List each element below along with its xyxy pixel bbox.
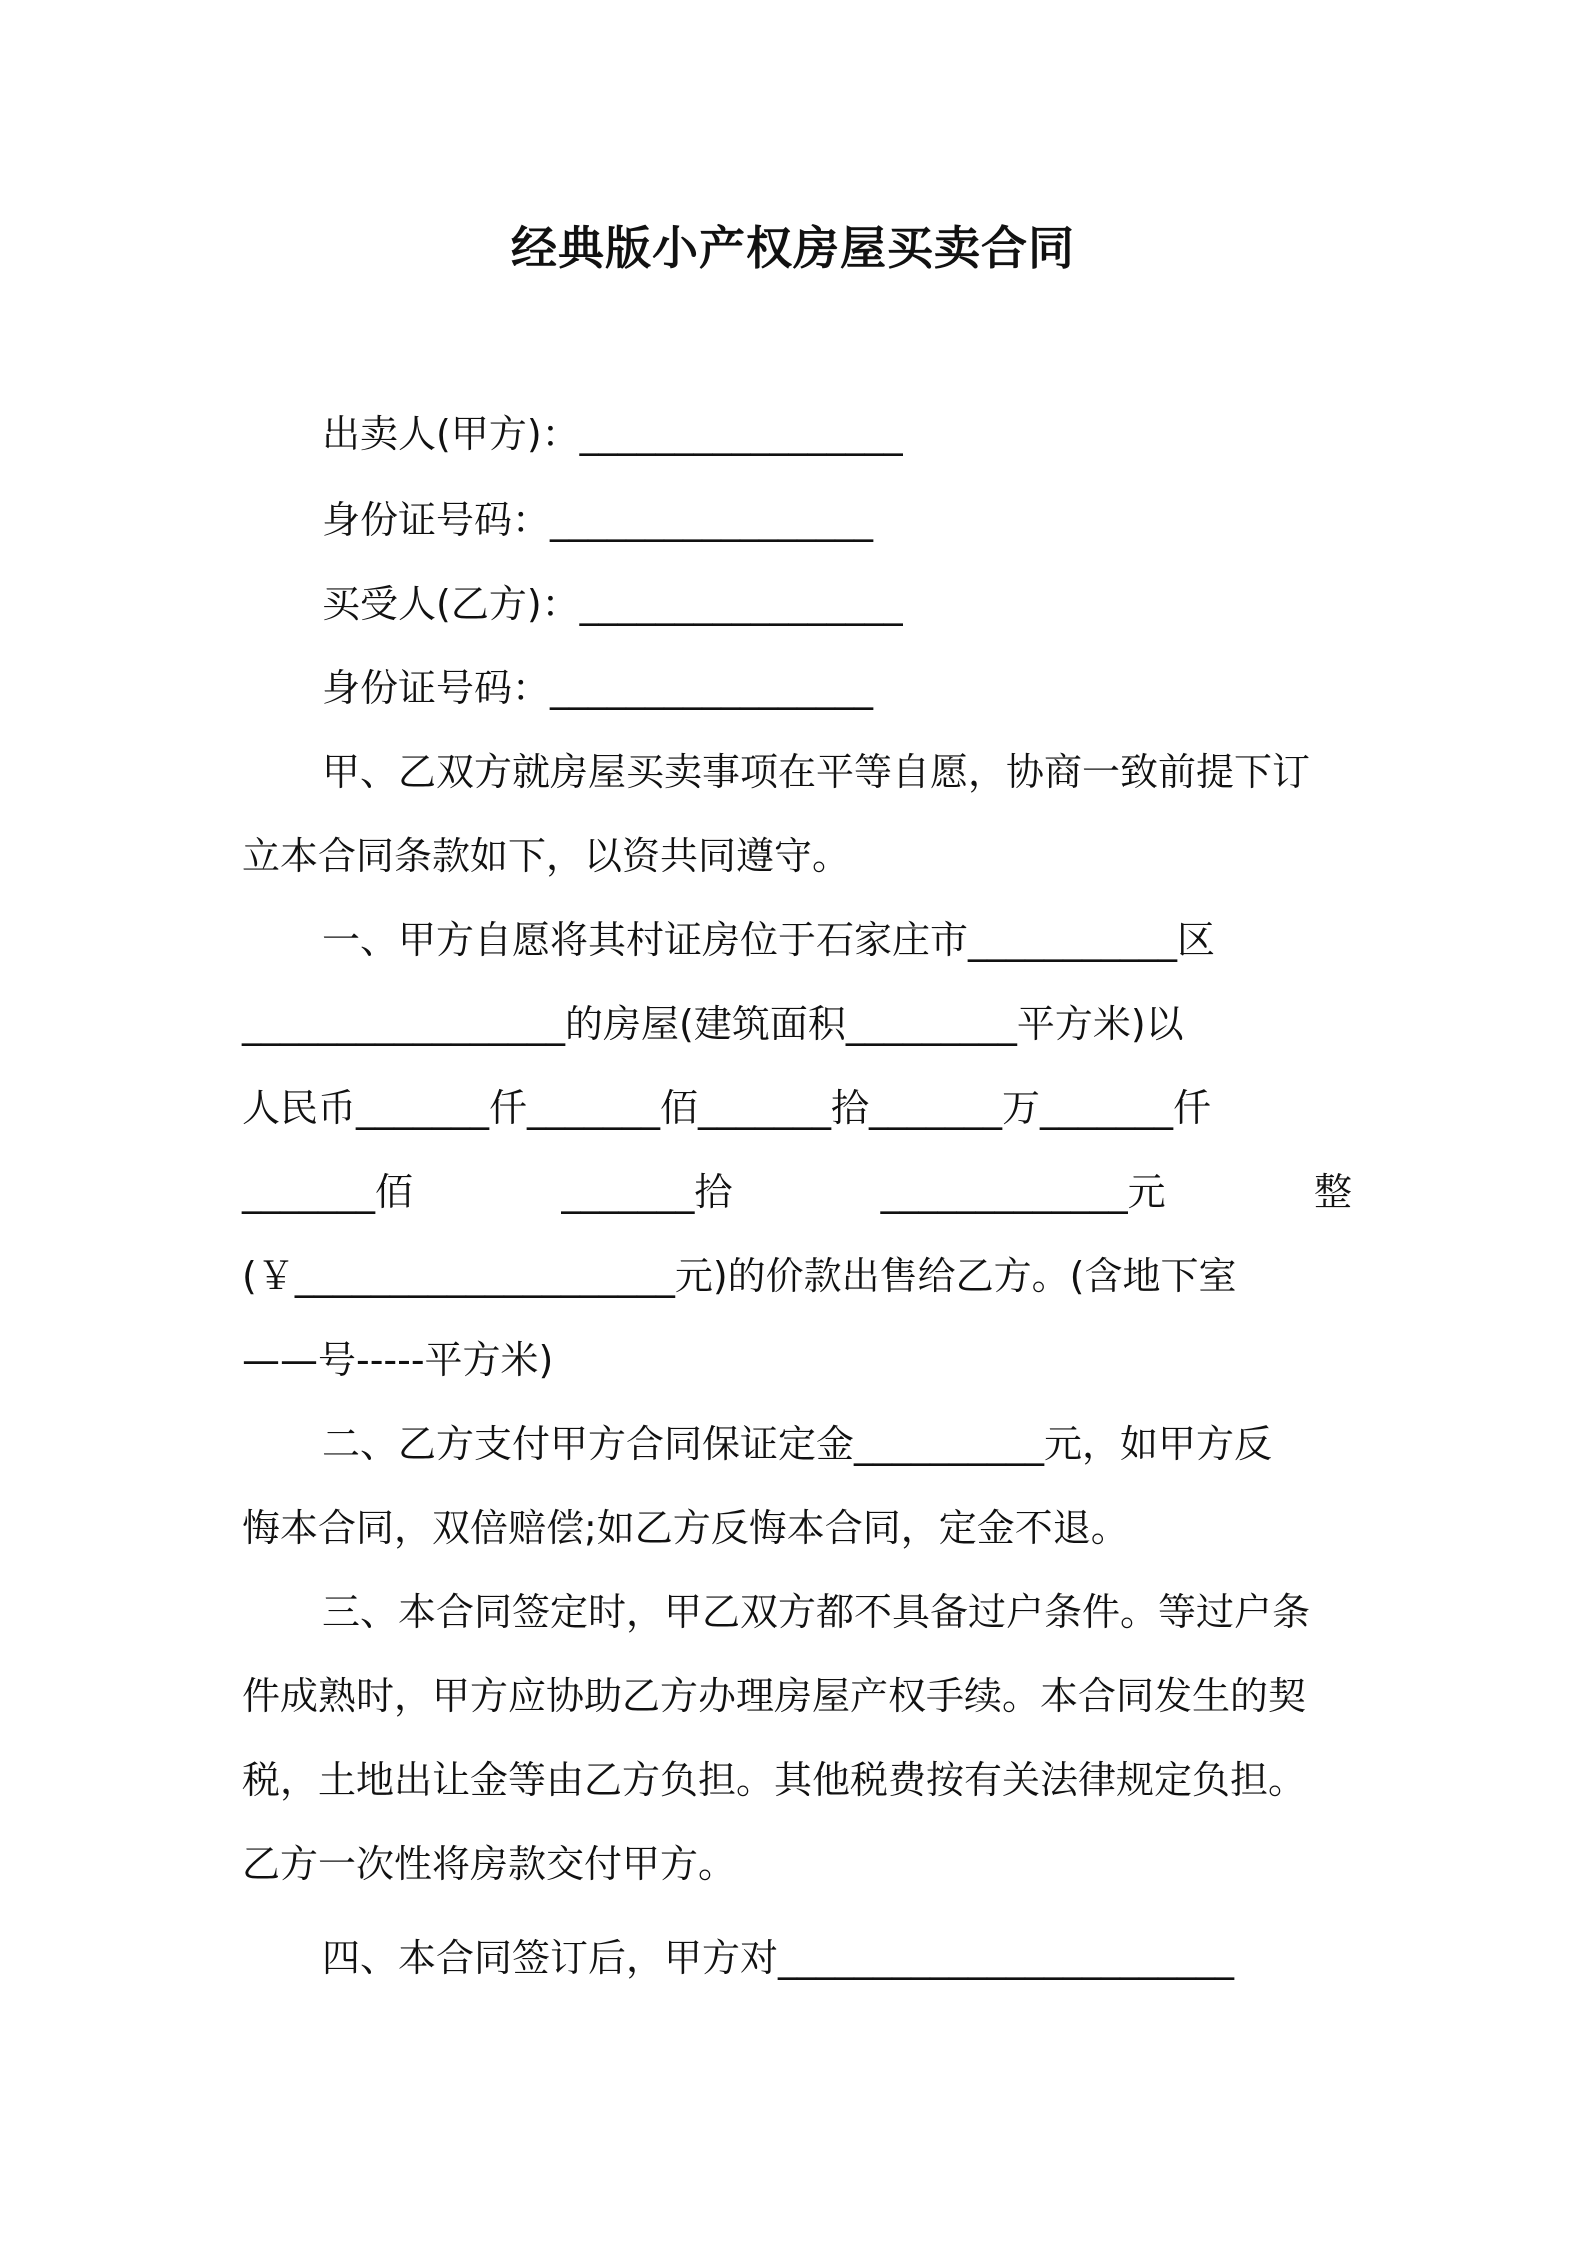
seller-id-line: 身份证号码：_________________ xyxy=(322,498,874,542)
clause1-line-6: ——号-----平方米) xyxy=(242,1338,554,1382)
clause1-line-4 xyxy=(242,1158,1352,1226)
buyer-line: 买受人(乙方)：_________________ xyxy=(322,582,903,626)
document-title: 经典版小产权房屋买卖合同 xyxy=(511,221,1075,275)
clause1-line-5: (￥____________________元)的价款出售给乙方。(含地下室 xyxy=(242,1254,1237,1298)
clause2-line-2: 悔本合同，双倍赔偿;如乙方反悔本合同，定金不退。 xyxy=(242,1506,1129,1550)
buyer-id-line: 身份证号码：_________________ xyxy=(322,666,874,710)
clause1-line-1: 一、甲方自愿将其村证房位于石家庄市___________区 xyxy=(322,918,1216,962)
seller-line: 出卖人(甲方)：_________________ xyxy=(322,412,903,456)
clause3-line-1: 三、本合同签定时，甲乙双方都不具备过户条件。等过户条 xyxy=(322,1590,1311,1634)
clause1-line-4-part-3: _____________元 xyxy=(880,1170,1166,1214)
clause2-line-1: 二、乙方支付甲方合同保证定金__________元，如甲方反 xyxy=(322,1422,1273,1466)
clause3-line-4: 乙方一次性将房款交付甲方。 xyxy=(242,1842,737,1886)
intro-line-2: 立本合同条款如下，以资共同遵守。 xyxy=(242,834,851,878)
clause1-line-4-part-2: _______拾 xyxy=(561,1170,733,1214)
clause1-line-4-part-1: _______佰 xyxy=(242,1170,414,1214)
clause3-line-2: 件成熟时，甲方应协助乙方办理房屋产权手续。本合同发生的契 xyxy=(242,1674,1307,1718)
clause1-line-4-part-4: 整 xyxy=(1313,1170,1352,1214)
clause1-line-2: _________________的房屋(建筑面积_________平方米)以 xyxy=(242,1002,1184,1046)
clause1-line-3: 人民币_______仟_______佰_______拾_______万_______仟 xyxy=(242,1086,1212,1130)
clause4-line-1: 四、本合同签订后，甲方对________________________ xyxy=(322,1936,1235,1980)
clause3-line-3: 税，土地出让金等由乙方负担。其他税费按有关法律规定负担。 xyxy=(242,1758,1307,1802)
intro-line-1: 甲、乙双方就房屋买卖事项在平等自愿，协商一致前提下订 xyxy=(322,750,1311,794)
